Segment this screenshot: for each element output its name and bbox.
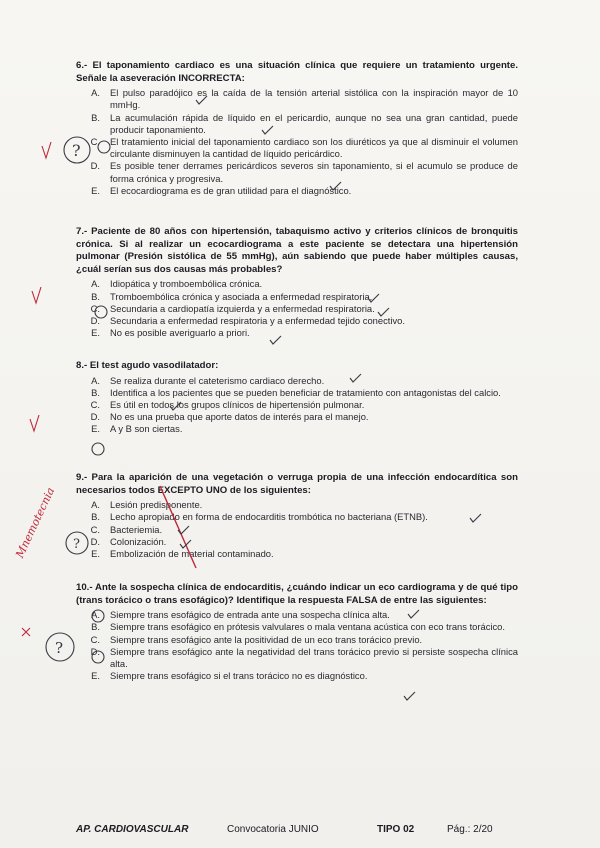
answer-circle-icon	[92, 443, 104, 455]
option-e[interactable]: E. Embolización de material contaminado.	[91, 548, 274, 559]
option-list	[76, 499, 518, 560]
page-number: Pág.: 2/20	[447, 823, 493, 835]
option-c[interactable]: C. Secundaria a cardiopatía izquierda y a enfermedad respiratoria.	[90, 302, 375, 314]
option-e[interactable]: E. Siempre trans esofágico si el trans torácico no es diagnóstico.	[91, 670, 368, 682]
option-d[interactable]: D. Colonización.	[90, 535, 167, 547]
red-check-icon	[32, 287, 41, 303]
option-c[interactable]: C. El tratamiento inicial del taponamiento cardiaco son los diuréticos ya que al disminuir el volumen circulante disminuyen la cantidad de líquido pericárdico.	[90, 136, 518, 160]
option-c[interactable]: C. Bacteriemia.	[90, 523, 163, 535]
question-stem: 7.- Paciente de 80 años con hipertensión, tabaquismo activo y criterios clínicos de bronquitis crónica. Si al realizar un ecocardiograma a este paciente se detectara una hipertensión pulmonar (Presión sistólica de 55 mmHg), aún sabiendo que puede haber múltiples causas, ¿cuál serían sus dos causas más probables?	[76, 226, 518, 275]
option-a[interactable]: A. El pulso paradójico es la caída de la tensión arterial sistólica con la inspiración mayor de 10 mmHg.	[91, 87, 518, 111]
page-footer	[76, 822, 516, 836]
question-circle-icon	[46, 633, 74, 661]
question-9	[76, 472, 518, 560]
option-d[interactable]: D. Siempre trans esofágico ante la negatividad del trans torácico previo si persiste sospecha clínica alta.	[90, 645, 518, 669]
convocatoria-label: Convocatoria JUNIO	[227, 823, 319, 835]
option-list	[76, 87, 518, 197]
option-e[interactable]: E. A y B son ciertas.	[91, 423, 183, 435]
option-c[interactable]: C. Es útil en todos los grupos clínicos de hipertensión pulmonar.	[90, 399, 365, 410]
option-d[interactable]: D. No es una prueba que aporte datos de interés para el manejo.	[90, 411, 369, 423]
course-name: AP. CARDIOVASCULAR	[76, 823, 189, 835]
option-b[interactable]: B. Lecho apropiado en forma de endocarditis trombótica no bacteriana (ETNB).	[91, 511, 428, 523]
option-d[interactable]: D. Secundaria a enfermedad respiratoria y a enfermedad tejido conectivo.	[90, 314, 405, 326]
question-6	[76, 60, 518, 197]
option-a[interactable]: A. Se realiza durante el cateterismo cardiaco derecho.	[91, 374, 325, 386]
red-cross-icon	[22, 628, 30, 636]
check-icon	[404, 692, 415, 700]
option-c[interactable]: C. Siempre trans esofágico ante la positividad de un eco trans torácico previo.	[90, 633, 423, 645]
question-stem: 8.- El test agudo vasodilatador:	[76, 360, 219, 371]
question-mark-icon: ?	[73, 537, 80, 552]
option-a[interactable]: A. Idiopática y tromboembólica crónica.	[91, 278, 263, 290]
question-10	[76, 582, 518, 682]
option-b[interactable]: B. La acumulación rápida de líquido en el pericardio, aunque no sea una gran cantidad, puede producir taponamiento.	[91, 111, 518, 135]
option-b[interactable]: B. Identifica a los pacientes que se pueden beneficiar de tratamiento con antagonistas del calcio.	[91, 386, 501, 398]
question-8	[76, 360, 518, 436]
option-d[interactable]: D. Es posible tener derrames pericárdicos severos sin taponamiento, si el acumulo se produce de forma crónica y progresiva.	[90, 160, 518, 184]
question-stem: 9.- Para la aparición de una vegetación o verruga propia de una infección endocardítica son necesarios todos EXCEPTO UNO de los siguientes:	[76, 472, 518, 496]
red-check-icon	[42, 142, 51, 158]
option-list	[76, 375, 518, 436]
question-mark-icon: ?	[72, 141, 81, 160]
option-e[interactable]: E. El ecocardiograma es de gran utilidad para el diagnóstico.	[91, 184, 352, 196]
exam-type: TIPO 02	[377, 823, 415, 835]
question-7	[76, 226, 518, 339]
question-stem: 6.- El taponamiento cardiaco es una situación clínica que requiere un tratamiento urgente. Señale la aseveración INCORRECTA:	[76, 60, 518, 84]
option-b[interactable]: B. Tromboembólica crónica y asociada a enfermedad respiratoria.	[91, 290, 373, 302]
option-e[interactable]: E. No es posible averiguarlo a priori.	[91, 327, 250, 339]
option-a[interactable]: A. Lesión predisponente.	[91, 499, 203, 511]
handwritten-note: Mnemotecnia	[13, 485, 58, 560]
option-a[interactable]: A. Siempre trans esofágico de entrada ante una sospecha clínica alta.	[91, 609, 390, 621]
red-check-icon	[30, 415, 39, 431]
option-b[interactable]: B. Siempre trans esofágico en prótesis valvulares o mala ventana acústica con eco trans torácico.	[91, 621, 505, 633]
option-list	[76, 609, 518, 682]
question-stem: 10.- Ante la sospecha clínica de endocarditis, ¿cuándo indicar un eco cardiograma y de qué tipo (trans torácico o trans esofágico)? Identifique la respuesta FALSA de entre las siguientes:	[76, 582, 518, 606]
question-mark-icon: ?	[55, 639, 64, 657]
option-list	[76, 278, 518, 339]
